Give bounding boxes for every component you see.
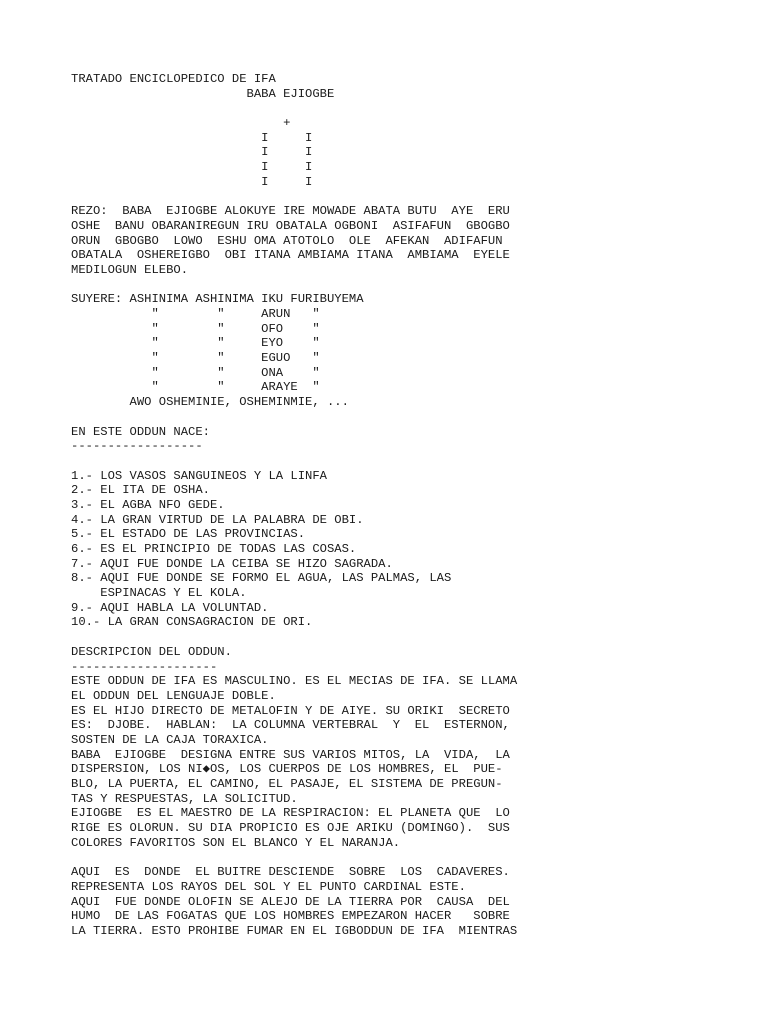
text-line: EN ESTE ODDUN NACE:	[71, 424, 210, 439]
text-line	[71, 850, 751, 865]
text-line: TRATADO ENCICLOPEDICO DE IFA	[71, 72, 276, 86]
text-line: " " ARAYE "	[71, 380, 320, 395]
text-line: BABA EJIOGBE	[71, 86, 335, 101]
text-line: REPRESENTA LOS RAYOS DEL SOL Y EL PUNTO CARDINAL ESTE.	[71, 879, 466, 894]
text-line: " " EGUO "	[71, 351, 320, 366]
text-line	[71, 190, 751, 205]
text-line: REZO: BABA EJIOGBE ALOKUYE IRE MOWADE ABATA BUTU AYE ERU	[71, 204, 510, 219]
text-line: 5.- EL ESTADO DE LAS PROVINCIAS.	[71, 527, 306, 542]
text-line: AWO OSHEMINIE, OSHEMINMIE, ...	[71, 395, 349, 410]
text-line: SOSTEN DE LA CAJA TORAXICA.	[71, 732, 269, 747]
text-line: +	[71, 116, 291, 131]
text-line: ESPINACAS Y EL KOLA.	[71, 586, 247, 601]
text-line: RIGE ES OLORUN. SU DIA PROPICIO ES OJE ARIKU (DOMINGO). SUS	[71, 821, 510, 836]
text-line	[71, 454, 751, 469]
text-line: 1.- LOS VASOS SANGUINEOS Y LA LINFA	[71, 468, 327, 483]
text-line: I I	[71, 145, 313, 160]
text-line: --------------------	[71, 659, 218, 674]
text-line: I I	[71, 174, 313, 189]
text-line: 3.- EL AGBA NFO GEDE.	[71, 497, 225, 512]
document-body	[71, 72, 751, 939]
text-line: BABA EJIOGBE DESIGNA ENTRE SUS VARIOS MITOS, LA VIDA, LA	[71, 747, 510, 762]
text-line: 6.- ES EL PRINCIPIO DE TODAS LAS COSAS.	[71, 542, 357, 556]
text-line: ES EL HIJO DIRECTO DE METALOFIN Y DE AIYE. SU ORIKI SECRETO	[71, 703, 510, 718]
text-line: SUYERE: ASHINIMA ASHINIMA IKU FURIBUYEMA	[71, 292, 364, 307]
text-line	[71, 410, 751, 425]
text-line	[71, 278, 751, 293]
text-line: 4.- LA GRAN VIRTUD DE LA PALABRA DE OBI.	[71, 512, 364, 527]
text-line: BLO, LA PUERTA, EL CAMINO, EL PASAJE, EL SISTEMA DE PREGUN-	[71, 777, 503, 791]
text-line: AQUI ES DONDE EL BUITRE DESCIENDE SOBRE LOS CADAVERES.	[71, 865, 510, 880]
text-line: MEDILOGUN ELEBO.	[71, 262, 189, 277]
text-line: ES: DJOBE. HABLAN: LA COLUMNA VERTEBRAL Y EL ESTERNON,	[71, 718, 510, 733]
text-line: DESCRIPCION DEL ODDUN.	[71, 644, 232, 659]
text-line: OSHE BANU OBARANIREGUN IRU OBATALA OGBONI ASIFAFUN GBOGBO	[71, 218, 510, 233]
text-line: " " ONA "	[71, 365, 320, 380]
text-line: ESTE ODDUN DE IFA ES MASCULINO. ES EL MECIAS DE IFA. SE LLAMA	[71, 674, 518, 689]
text-line: 2.- EL ITA DE OSHA.	[71, 483, 210, 498]
text-line: 7.- AQUI FUE DONDE LA CEIBA SE HIZO SAGRADA.	[71, 556, 393, 571]
text-line: OBATALA OSHEREIGBO OBI ITANA AMBIAMA ITANA AMBIAMA EYELE	[71, 248, 510, 263]
text-line: I I	[71, 130, 313, 145]
text-line: HUMO DE LAS FOGATAS QUE LOS HOMBRES EMPEZARON HACER SOBRE	[71, 909, 510, 924]
text-line: I I	[71, 160, 313, 175]
text-line	[71, 101, 751, 116]
text-line	[71, 630, 751, 645]
text-line: DISPERSION, LOS NI◆OS, LOS CUERPOS DE LOS HOMBRES, EL PUE-	[71, 762, 503, 777]
text-line: COLORES FAVORITOS SON EL BLANCO Y EL NARANJA.	[71, 835, 401, 850]
text-line: EJIOGBE ES EL MAESTRO DE LA RESPIRACION: EL PLANETA QUE LO	[71, 806, 510, 821]
text-line: " " OFO "	[71, 321, 320, 336]
text-line: TAS Y RESPUESTAS, LA SOLICITUD.	[71, 791, 298, 806]
text-line: EL ODDUN DEL LENGUAJE DOBLE.	[71, 688, 276, 703]
text-line: ------------------	[71, 439, 203, 454]
text-line: 9.- AQUI HABLA LA VOLUNTAD.	[71, 600, 269, 615]
text-line: " " EYO "	[71, 336, 320, 351]
text-line: " " ARUN "	[71, 307, 320, 321]
text-line: 8.- AQUI FUE DONDE SE FORMO EL AGUA, LAS PALMAS, LAS	[71, 571, 452, 586]
text-line: AQUI FUE DONDE OLOFIN SE ALEJO DE LA TIERRA POR CAUSA DEL	[71, 894, 510, 909]
text-line: 10.- LA GRAN CONSAGRACION DE ORI.	[71, 615, 313, 630]
text-line: LA TIERRA. ESTO PROHIBE FUMAR EN EL IGBODDUN DE IFA MIENTRAS	[71, 923, 518, 938]
text-line: ORUN GBOGBO LOWO ESHU OMA ATOTOLO OLE AFEKAN ADIFAFUN	[71, 233, 503, 248]
